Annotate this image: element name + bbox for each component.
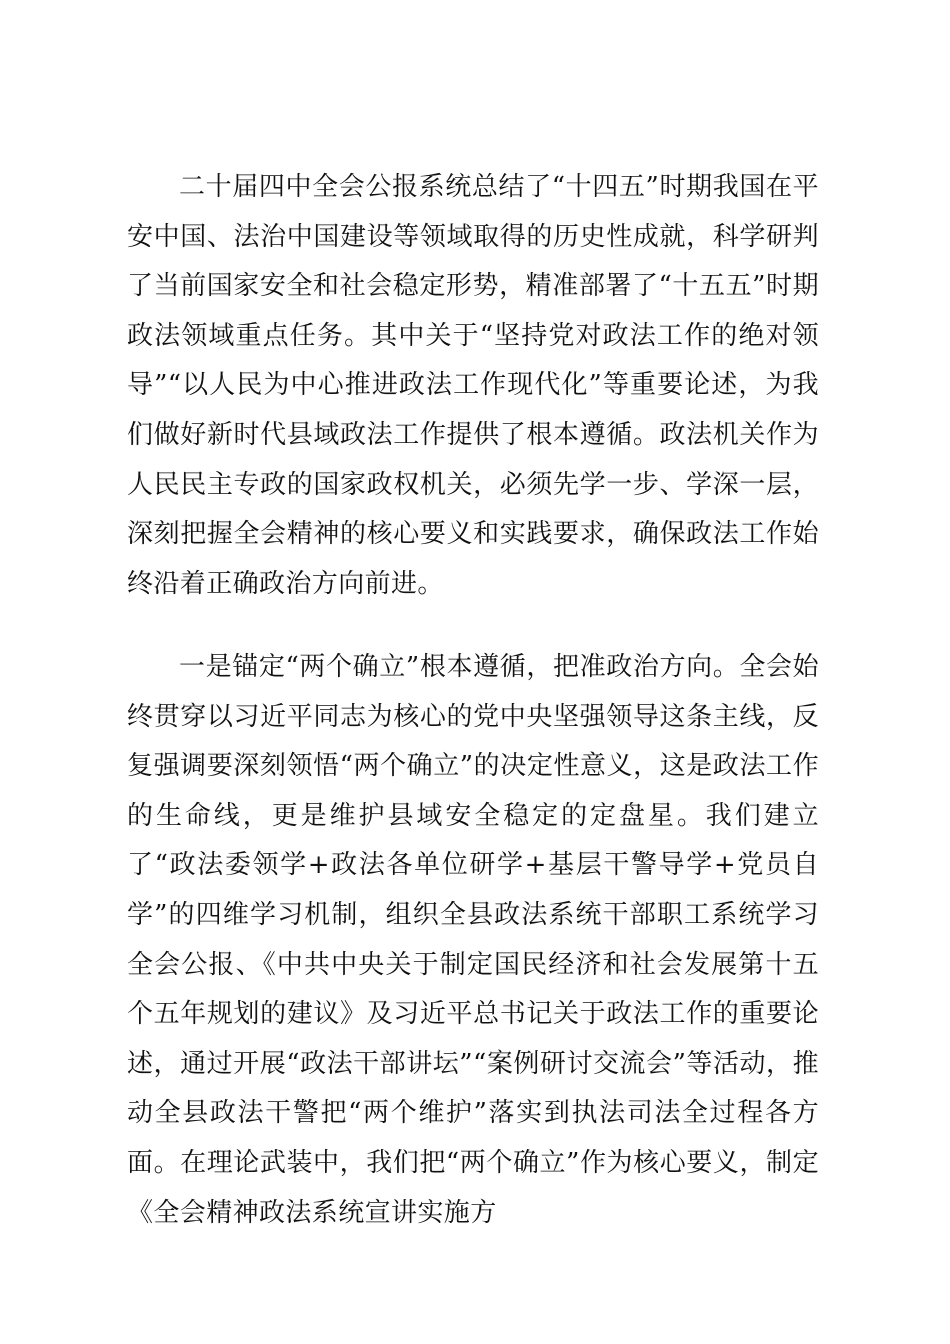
paragraph-text: 二十届四中全会公报系统总结了“十四五”时期我国在平安中国、法治中国建设等领域取得的历史性成就，科学研判了当前国家安全和社会稳定形势，精准部署了“十五五”时期政法领域重点任务。其中关于“坚持党对政法工作的绝对领导”“以人民为中心推进政法工作现代化”等重要论述，为我们做好新时代县域政法工作提供了根本遵循。政法机关作为人民民主专政的国家政权机关，必须先学一步、学深一层，深刻把握全会精神的核心要义和实践要求，确保政法工作始终沿着正确政治方向前进。 <box>127 172 819 599</box>
body-paragraph-point-one <box>127 643 819 1238</box>
paragraph-text: 一是锚定“两个确立”根本遵循，把准政治方向。全会始终贯穿以习近平同志为核心的党中央坚强领导这条主线，反复强调要深刻领悟“两个确立”的决定性意义，这是政法工作的生命线，更是维护县域安全稳定的定盘星。我们建立了“政法委领学+政法各单位研学+基层干警导学+党员自学”的四维学习机制，组织全县政法系统干部职工系统学习全会公报、《中共中央关于制定国民经济和社会发展第十五个五年规划的建议》及习近平总书记关于政法工作的重要论述，通过开展“政法干部讲坛”“案例研讨交流会”等活动，推动全县政法干警把“两个维护”落实到执法司法全过程各方面。在理论武装中，我们把“两个确立”作为核心要义，制定《全会精神政法系统宣讲实施方 <box>127 652 819 1228</box>
body-paragraph-intro <box>127 163 819 609</box>
